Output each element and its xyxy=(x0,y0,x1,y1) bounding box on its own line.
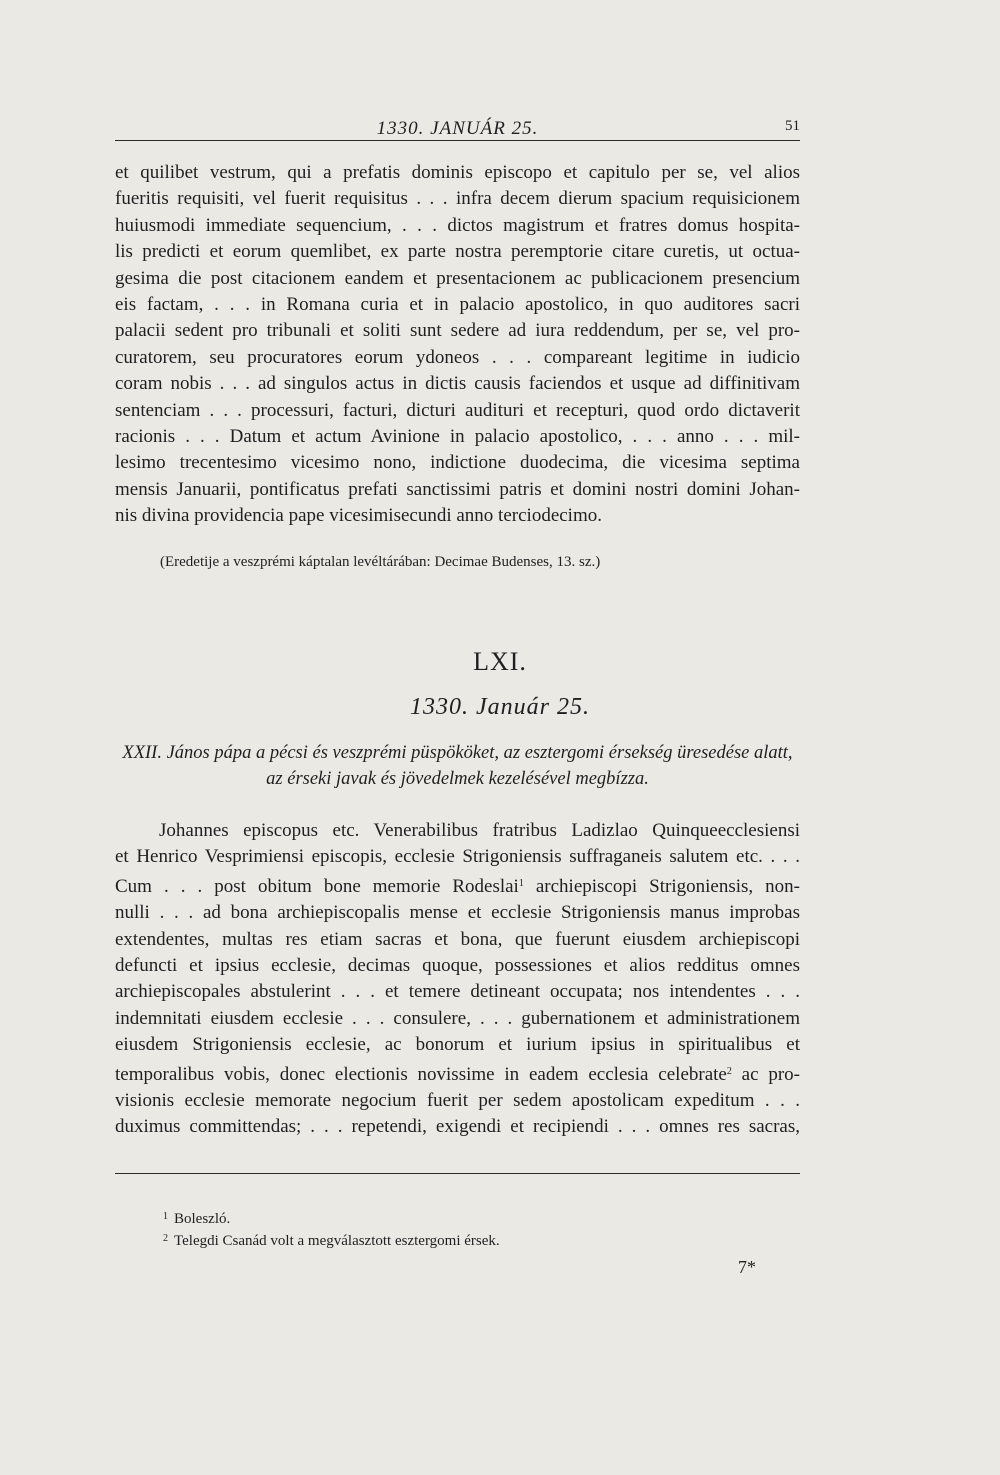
text-line: duximus committendas; . . . repetendi, exigendi et recipiendi . . . omnes res sacras, xyxy=(115,1116,800,1138)
document-number: LXI. xyxy=(473,647,527,676)
footnote: $^1$ Boleszló. xyxy=(163,1211,231,1227)
source-note: (Eredetije a veszprémi káptalan levéltárában: Decimae Budenses, 13. sz.) xyxy=(160,554,601,570)
footnote-divider xyxy=(115,1173,800,1174)
document-date: 1330. Január 25. xyxy=(410,694,590,720)
text-line: extendentes, multas res etiam sacras et bona, que fuerunt eiusdem archiepiscopi xyxy=(115,928,800,950)
text-line: racionis . . . Datum et actum Avinione in palacio apostolico, . . . anno . . . mil- xyxy=(115,426,800,448)
text-line: et Henrico Vesprimiensi episcopis, ecclesie Strigoniensis suffraganeis salutem etc. . . . xyxy=(115,846,800,868)
text-line: coram nobis . . . ad singulos actus in dictis causis faciendos et usque ad diffinitivam xyxy=(115,373,800,395)
text-line: eis factam, . . . in Romana curia et in palacio apostolico, in quo auditores sacri xyxy=(115,294,800,316)
text-line: fueritis requisiti, vel fuerit requisitus . . . infra decem dierum spacium requisicionem xyxy=(115,188,800,210)
running-head xyxy=(115,118,800,141)
footnote-ref: 1 xyxy=(518,877,524,889)
summary-line: az érseki javak és jövedelmek kezelésével megbízza. xyxy=(266,769,649,789)
text-line: eiusdem Strigoniensis ecclesie, ac bonorum et iurium ipsius in spiritualibus et xyxy=(115,1034,800,1056)
text-line: Cum . . . post obitum bone memorie Rodeslai$^1$ archiepiscopi Strigoniensis, non- xyxy=(115,875,800,897)
text-line: visionis ecclesie memorate negocium fuerit per sedem apostolicam expeditum . . . xyxy=(115,1090,800,1112)
text-line: temporalibus vobis, donec electionis novissime in eadem ecclesia celebrate$^2$ ac pro- xyxy=(115,1063,800,1085)
footnote-mark: 1 xyxy=(163,1211,168,1222)
text-line: defuncti et ipsius ecclesie, decimas quoque, possessiones et alios redditus omnes xyxy=(115,955,800,977)
continued-text xyxy=(115,160,800,530)
running-head-date: 1330. JANUÁR 25. xyxy=(376,118,539,139)
text-line: lesimo trecentesimo vicesimo nono, indictione duodecima, die vicesima septima xyxy=(115,452,800,474)
text-line: sentenciam . . . processuri, facturi, dicturi audituri et recepturi, quod ordo dictaverit xyxy=(115,399,800,421)
text-line: et quilibet vestrum, qui a prefatis dominis episcopo et capitulo per se, vel alios xyxy=(115,162,800,183)
printer-signature: 7* xyxy=(738,1257,756,1277)
text-line: nis divina providencia pape vicesimisecundi anno terciodecimo. xyxy=(115,505,602,527)
text-line: mensis Januarii, pontificatus prefati sanctissimi patris et domini nostri domini Johan- xyxy=(115,478,800,500)
page-number: 51 xyxy=(785,118,800,134)
footnote-mark: 2 xyxy=(163,1233,168,1244)
text-line: indemnitati eiusdem ecclesie . . . consulere, . . . gubernationem et administrationem xyxy=(115,1007,800,1029)
text-line: archiepiscopales abstulerint . . . et temere detineant occupata; nos intendentes . . . xyxy=(115,981,800,1003)
text-line: Johannes episcopus etc. Venerabilibus fratribus Ladizlao Quinqueecclesiensi xyxy=(159,820,800,841)
footnote-ref: 2 xyxy=(726,1065,732,1077)
text-line: curatorem, seu procuratores eorum ydoneos . . . compareant legitime in iudicio xyxy=(115,346,800,368)
text-line: lis predicti et eorum quemlibet, ex parte nostra peremptorie citare curetis, ut octua- xyxy=(115,241,800,263)
text-line: huiusmodi immediate sequencium, . . . dictos magistrum et fratres domus hospita- xyxy=(115,214,800,236)
text-line: palacii sedent pro tribunali et soliti sunt sedere ad iura reddendum, per se, vel pro- xyxy=(115,320,800,342)
text-line: gesima die post citacionem eandem et presentacionem ac publicacionem presencium xyxy=(115,267,800,289)
text-line: nulli . . . ad bona archiepiscopalis mense et ecclesie Strigoniensis manus improbas xyxy=(115,902,800,924)
document-text xyxy=(115,818,800,1141)
footnotes xyxy=(163,1207,500,1251)
footnote: $^2$ Telegdi Csanád volt a megválasztott esztergomi érsek. xyxy=(163,1233,500,1249)
document-summary xyxy=(115,740,800,792)
summary-line: XXII. János pápa a pécsi és veszprémi püspököket, az esztergomi érsekség üresedése alatt, xyxy=(122,743,793,763)
